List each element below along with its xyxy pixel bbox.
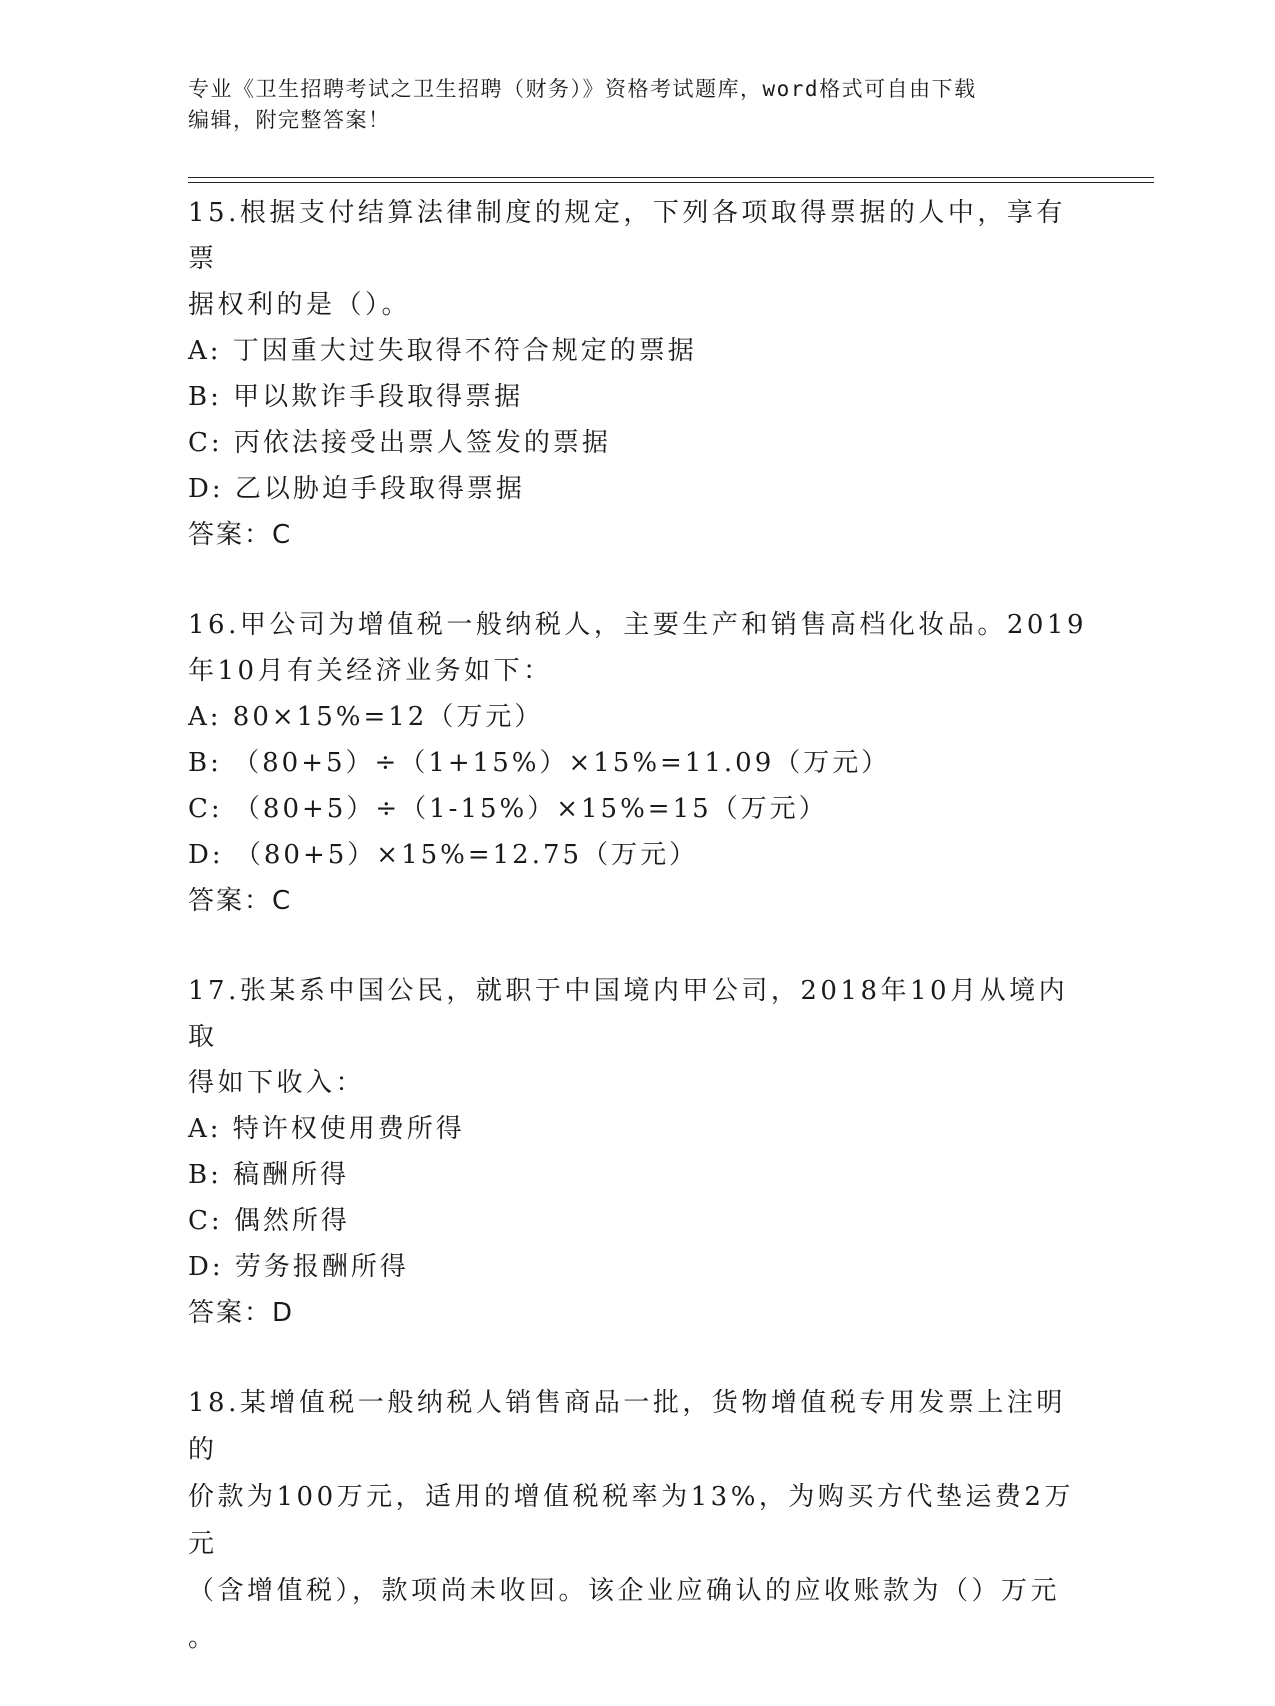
option-d: D: （80+5）×15%=12.75（万元） [188, 840, 699, 870]
stem-line: 18.某增值税一般纳税人销售商品一批，货物增值税专用发票上注明的 [188, 1388, 1066, 1465]
option-a: A: 特许权使用费所得 [188, 1114, 465, 1144]
question-16 [188, 602, 1088, 924]
option-d: D: 劳务报酬所得 [188, 1252, 409, 1282]
question-stem [188, 190, 1088, 328]
option-a: A: 丁因重大过失取得不符合规定的票据 [188, 336, 697, 366]
option-c: C: 偶然所得 [188, 1206, 350, 1236]
question-18 [188, 1380, 1088, 1662]
header-line-2: 编辑，附完整答案！ [188, 108, 391, 132]
answer-label: 答案：C [188, 520, 293, 550]
option-a: A: 80×15%=12（万元） [188, 702, 544, 732]
answer-label: 答案：D [188, 1298, 295, 1328]
stem-line: 。 [188, 1623, 218, 1653]
option-b: B: （80+5）÷（1+15%）×15%=11.09（万元） [188, 748, 891, 778]
document-header [188, 74, 1068, 136]
stem-line: 据权利的是（）。 [188, 290, 412, 320]
option-b: B: 甲以欺诈手段取得票据 [188, 382, 524, 412]
header-divider-bottom [188, 182, 1154, 183]
option-c: C: （80+5）÷（1-15%）×15%=15（万元） [188, 794, 828, 824]
stem-line: 得如下收入： [188, 1068, 366, 1098]
stem-line: 价款为100万元，适用的增值税税率为13%，为购买方代垫运费2万元 [188, 1482, 1074, 1559]
option-b: B: 稿酬所得 [188, 1160, 350, 1190]
stem-line: （含增值税），款项尚未收回。该企业应确认的应收账款为（）万元 [188, 1576, 1061, 1606]
option-c: C: 丙依法接受出票人签发的票据 [188, 428, 611, 458]
header-line-1: 专业《卫生招聘考试之卫生招聘（财务）》资格考试题库，word格式可自由下载 [188, 77, 977, 101]
stem-line: 年10月有关经济业务如下： [188, 656, 553, 686]
answer-label: 答案：C [188, 886, 293, 916]
option-d: D: 乙以胁迫手段取得票据 [188, 474, 525, 504]
header-divider-top [188, 177, 1154, 178]
question-stem [188, 602, 1088, 694]
stem-line: 15.根据支付结算法律制度的规定，下列各项取得票据的人中，享有票 [188, 198, 1066, 274]
question-list [188, 190, 1088, 1706]
stem-line: 16.甲公司为增值税一般纳税人，主要生产和销售高档化妆品。2019 [188, 610, 1088, 640]
question-15 [188, 190, 1088, 558]
question-17 [188, 968, 1088, 1336]
question-stem [188, 1380, 1088, 1662]
question-stem [188, 968, 1088, 1106]
stem-line: 17.张某系中国公民，就职于中国境内甲公司，2018年10月从境内取 [188, 976, 1069, 1052]
